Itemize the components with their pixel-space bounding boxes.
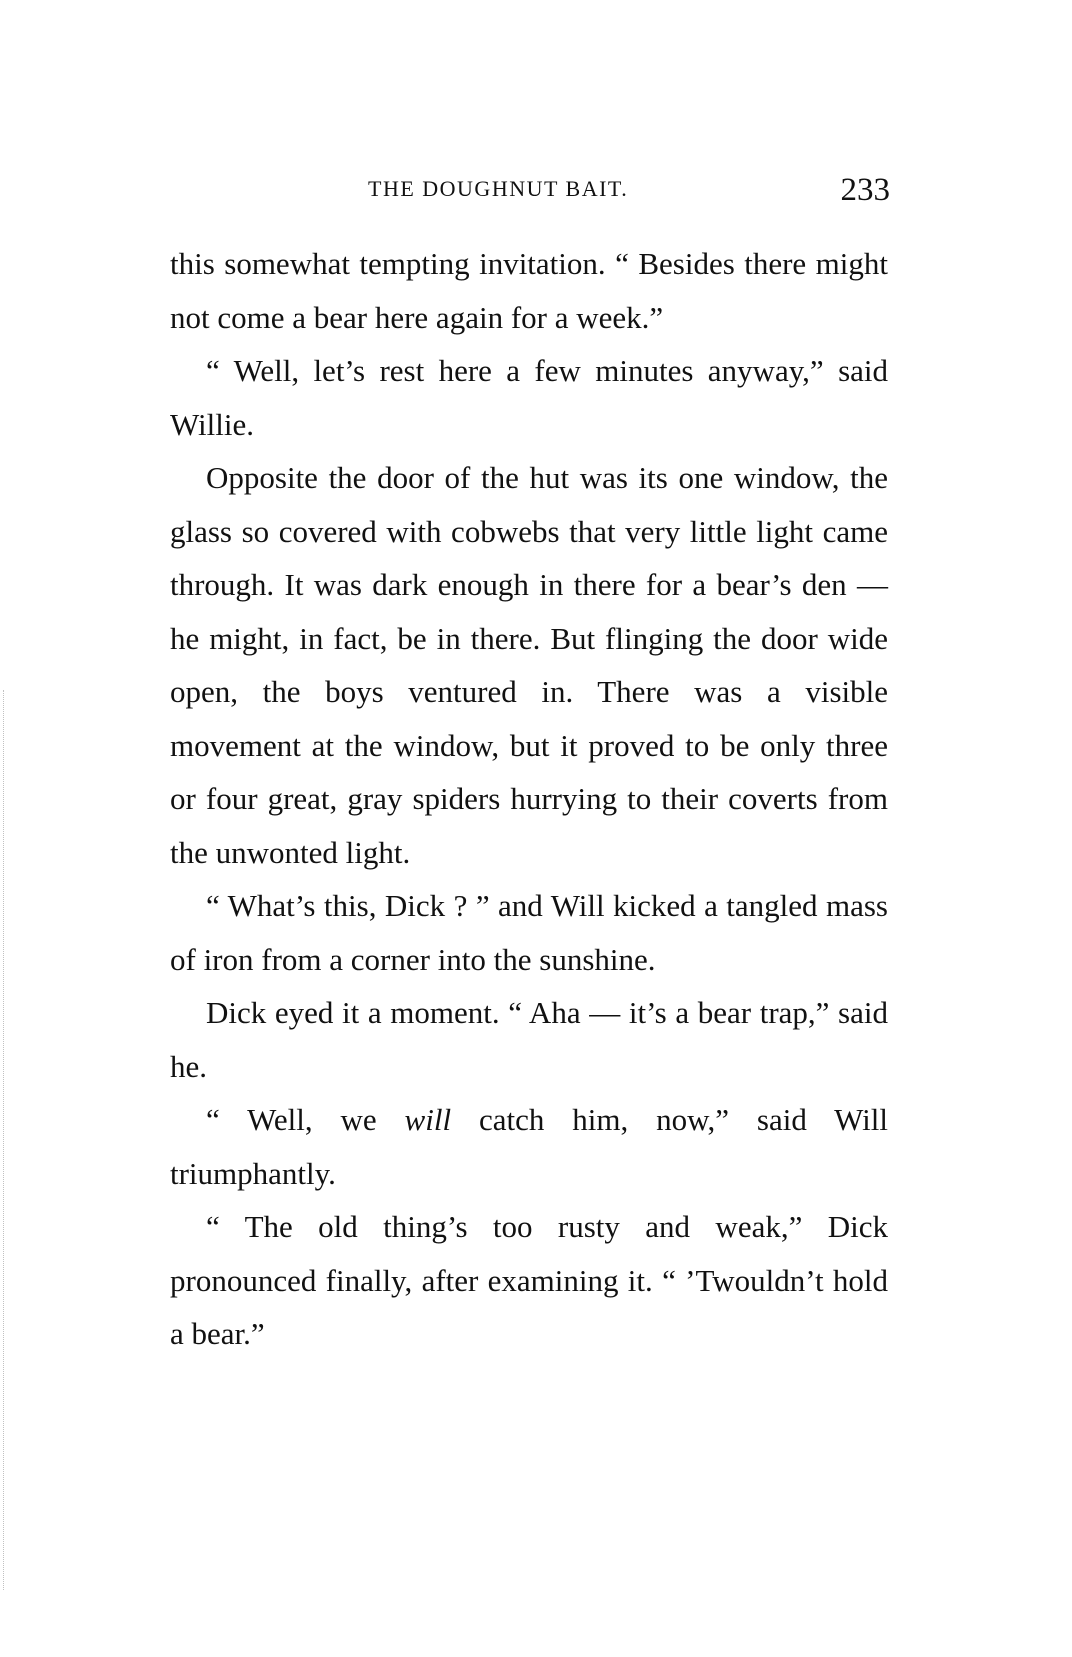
- text-segment: catch him, now,” said Will triumphantly.: [170, 1102, 889, 1191]
- running-title: THE DOUGHNUT BAIT.: [368, 176, 629, 201]
- paragraph-dialogue-rest: “ Well, let’s rest here a few minutes anyway,” said Willie.: [170, 353, 888, 442]
- paragraph-whats-this: “ What’s this, Dick ? ” and Will kicked a tangled mass of iron from a corner into the sunshine.: [170, 888, 888, 977]
- scan-margin-marks: [3, 690, 6, 1590]
- page-number: 233: [840, 172, 890, 208]
- running-head: [170, 172, 890, 212]
- body-text: [170, 237, 888, 1361]
- paragraph-continuation: this somewhat tempting invitation. “ Besides there might not come a bear here again for a week.”: [170, 246, 888, 335]
- emphasis-text: will: [404, 1102, 452, 1137]
- paragraph-hut-window: Opposite the door of the hut was its one window, the glass so covered with cobwebs that very little light came through. It was dark enough in there for a bear’s den — he might, in fact, be in there. But flinging the door wide open, the boys ventured in. There was a visible movement at the window, but it proved to be only three or four great, gray spiders hurrying to their coverts from the unwonted light.: [170, 460, 888, 870]
- paragraph-bear-trap: Dick eyed it a moment. “ Aha — it’s a bear trap,” said he.: [170, 995, 888, 1084]
- paragraph-will-catch: [170, 1093, 888, 1200]
- text-segment: “ Well, we: [206, 1102, 405, 1137]
- paragraph-too-rusty: “ The old thing’s too rusty and weak,” Dick pronounced finally, after examining it. “ ’Twouldn’t hold a bear.”: [170, 1209, 888, 1351]
